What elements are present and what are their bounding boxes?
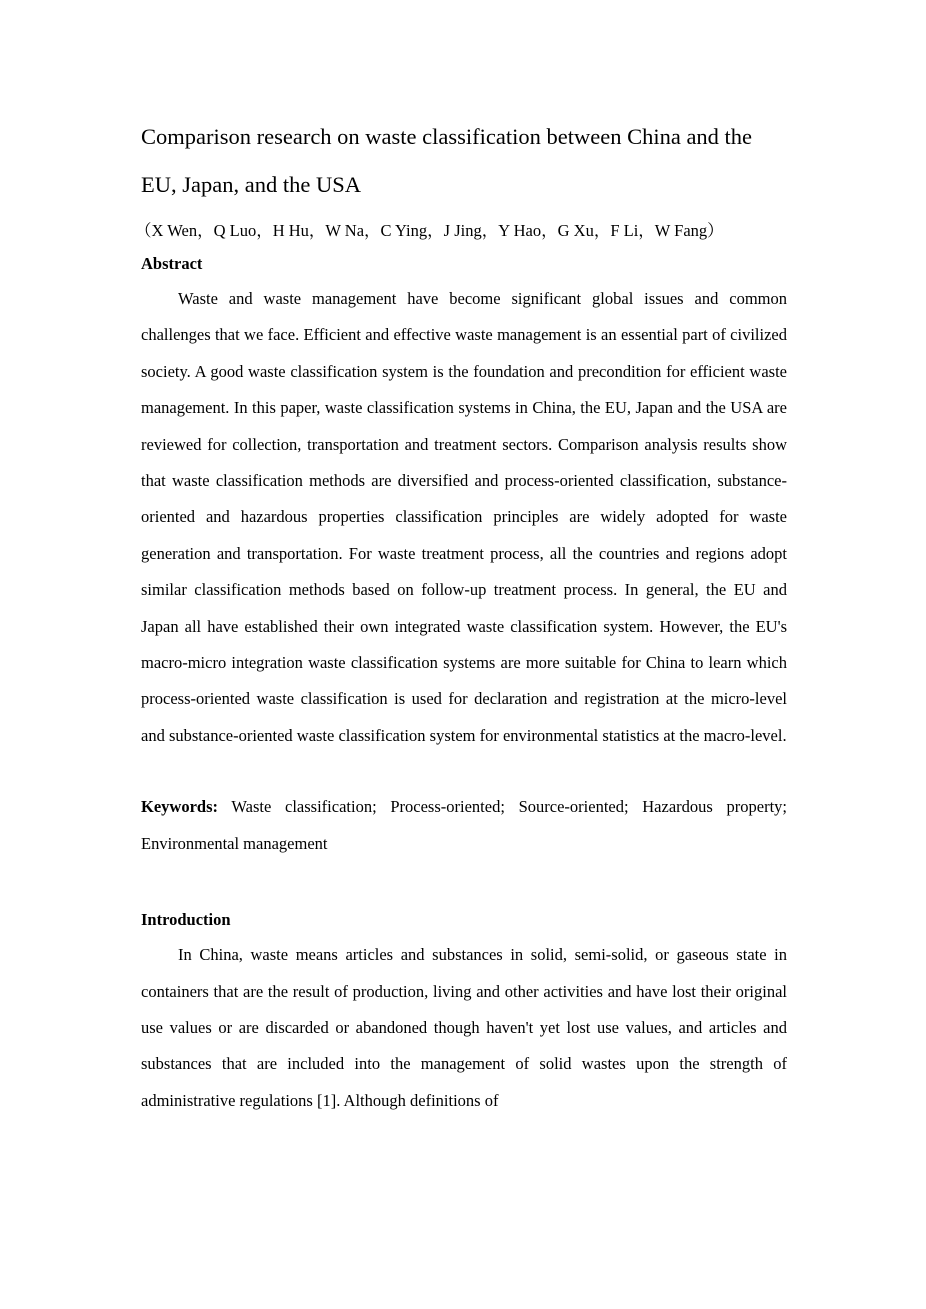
abstract-paragraph: Waste and waste management have become significant global issues and common challenges that we face. Efficient and effective waste management is an essential part of civilized society. A good waste classification system is the foundation and precondition for efficient waste management. In this paper, waste classification systems in China, the EU, Japan and the USA are reviewed for collection, transportation and treatment sectors. Comparison analysis results show that waste classification methods are diversified and process-oriented classification, substance-oriented and hazardous properties classification principles are widely adopted for waste generation and transportation. For waste treatment process, all the countries and regions adopt similar classification methods based on follow-up treatment process. In general, the EU and Japan all have established their own integrated waste classification system. However, the EU's macro-micro integration waste classification systems are more suitable for China to learn which process-oriented waste classification is used for declaration and registration at the micro-level and substance-oriented waste classification system for environmental statistics at the macro-level.	[141, 289, 787, 745]
keywords-text: Waste classification; Process-oriented; Source-oriented; Hazardous property; Environmental management	[141, 797, 787, 853]
paper-page	[135, 113, 787, 1119]
paper-title: Comparison research on waste classification between China and the EU, Japan, and the USA	[141, 124, 753, 197]
keywords-line	[141, 789, 787, 862]
keywords-label: Keywords:	[141, 797, 218, 817]
abstract-heading: Abstract	[141, 254, 203, 273]
introduction-paragraph: In China, waste means articles and substances in solid, semi-solid, or gaseous state in containers that are the result of production, living and other activities and have lost their original use values or are discarded or abandoned though haven't yet lost use values, and articles and substances that are included into the management of solid wastes upon the strength of administrative regulations [1]. Although definitions of	[141, 945, 787, 1110]
author-list: （X Wen，Q Luo，H Hu，W Na，C Ying，J Jing，Y Hao，G Xu，F Li，W Fang）	[135, 221, 724, 240]
introduction-heading: Introduction	[141, 910, 231, 930]
